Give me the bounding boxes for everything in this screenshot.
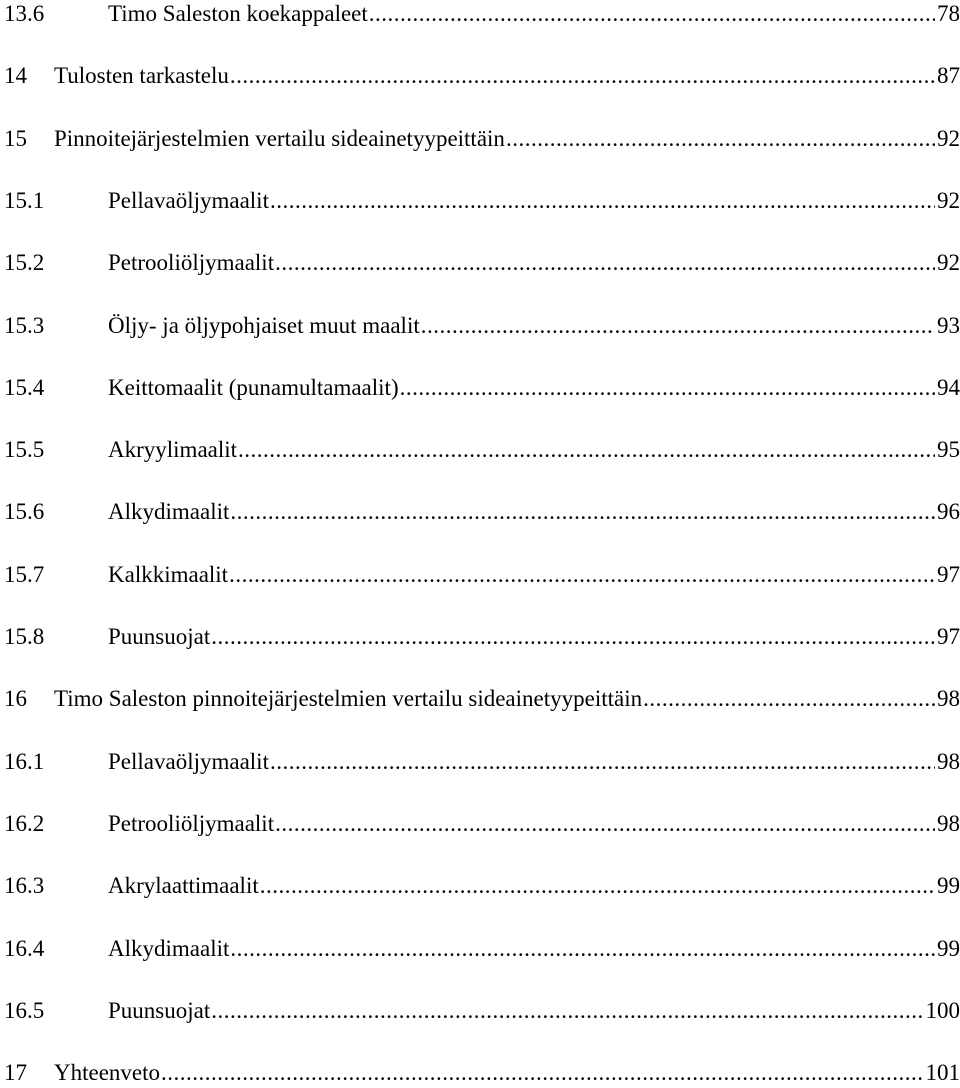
toc-entry-page-number: 99 <box>935 934 960 964</box>
toc-entry[interactable] <box>4 124 960 154</box>
toc-entry-line <box>108 871 960 901</box>
toc-entry-number: 16.1 <box>4 747 44 777</box>
dot-leader <box>421 311 935 341</box>
dot-leader <box>275 248 935 278</box>
toc-entry-line <box>54 1058 960 1088</box>
toc-entry-page-number: 98 <box>935 684 960 714</box>
toc-entry-line <box>54 124 960 154</box>
toc-entry[interactable] <box>4 497 960 527</box>
toc-entry-line <box>108 622 960 652</box>
toc-entry-line <box>108 186 960 216</box>
toc-entry-page-number: 101 <box>924 1058 960 1088</box>
dot-leader <box>369 0 935 29</box>
toc-entry-title: Yhteenveto <box>54 1058 161 1088</box>
toc-entry-number: 15.3 <box>4 311 44 341</box>
toc-entry-line <box>108 373 960 403</box>
toc-entry-number: 15.1 <box>4 186 44 216</box>
dot-leader <box>400 373 935 403</box>
toc-entry-title: Alkydimaalit <box>108 934 230 964</box>
toc-entry-page-number: 93 <box>935 311 960 341</box>
toc-entry-title: Tulosten tarkastelu <box>54 61 230 91</box>
toc-entry-number: 13.6 <box>4 0 44 29</box>
toc-entry-line <box>54 61 960 91</box>
dot-leader <box>230 61 935 91</box>
toc-entry-page-number: 97 <box>935 622 960 652</box>
toc-entry[interactable] <box>4 809 960 839</box>
toc-entry-title: Öljy- ja öljypohjaiset muut maalit <box>108 311 421 341</box>
toc-entry-number: 15.8 <box>4 622 44 652</box>
toc-entry-title: Petrooliöljymaalit <box>108 248 275 278</box>
toc-entry-page-number: 98 <box>935 747 960 777</box>
toc-entry[interactable] <box>4 186 960 216</box>
toc-entry-page-number: 97 <box>935 560 960 590</box>
toc-entry-title: Pellavaöljymaalit <box>108 186 270 216</box>
toc-entry[interactable] <box>4 871 960 901</box>
toc-entry-number: 15.6 <box>4 497 44 527</box>
toc-entry[interactable] <box>4 311 960 341</box>
toc-entry-line <box>108 996 960 1026</box>
toc-entry-title: Pinnoitejärjestelmien vertailu sideainetyypeittäin <box>54 124 506 154</box>
toc-entry[interactable] <box>4 0 960 29</box>
toc-entry[interactable] <box>4 684 960 714</box>
toc-entry[interactable] <box>4 61 960 91</box>
toc-entry-line <box>108 934 960 964</box>
dot-leader <box>506 124 935 154</box>
toc-entry-title: Puunsuojat <box>108 996 211 1026</box>
dot-leader <box>211 622 935 652</box>
toc-entry-line <box>108 435 960 465</box>
toc-entry-title: Timo Saleston koekappaleet <box>108 0 369 29</box>
toc-entry[interactable] <box>4 1058 960 1088</box>
toc-entry-number: 16 <box>4 684 27 714</box>
toc-entry[interactable] <box>4 622 960 652</box>
toc-entry-title: Petrooliöljymaalit <box>108 809 275 839</box>
dot-leader <box>260 871 935 901</box>
toc-entry-page-number: 92 <box>935 124 960 154</box>
toc-entry[interactable] <box>4 996 960 1026</box>
toc-entry[interactable] <box>4 934 960 964</box>
toc-entry-number: 17 <box>4 1058 27 1088</box>
toc-entry-line <box>108 0 960 29</box>
toc-entry-title: Akryylimaalit <box>108 435 238 465</box>
toc-entry[interactable] <box>4 435 960 465</box>
dot-leader <box>643 684 935 714</box>
toc-entry-number: 16.2 <box>4 809 44 839</box>
toc-entry-page-number: 98 <box>935 809 960 839</box>
toc-entry-line <box>108 809 960 839</box>
toc-entry-page-number: 92 <box>935 186 960 216</box>
dot-leader <box>229 560 935 590</box>
dot-leader <box>270 747 935 777</box>
toc-entry-number: 14 <box>4 61 27 91</box>
toc-entry-number: 15 <box>4 124 27 154</box>
toc-entry[interactable] <box>4 248 960 278</box>
toc-entry-page-number: 96 <box>935 497 960 527</box>
toc-entry[interactable] <box>4 747 960 777</box>
dot-leader <box>238 435 935 465</box>
toc-entry-number: 16.5 <box>4 996 44 1026</box>
toc-entry[interactable] <box>4 560 960 590</box>
toc-entry-line <box>108 560 960 590</box>
dot-leader <box>230 934 935 964</box>
toc-entry-line <box>108 311 960 341</box>
toc-entry-title: Kalkkimaalit <box>108 560 229 590</box>
toc-entry-page-number: 92 <box>935 248 960 278</box>
dot-leader <box>270 186 935 216</box>
toc-entry-number: 15.7 <box>4 560 44 590</box>
toc-entry-page-number: 100 <box>924 996 960 1026</box>
dot-leader <box>230 497 935 527</box>
toc-entry-number: 15.2 <box>4 248 44 278</box>
toc-entry-title: Pellavaöljymaalit <box>108 747 270 777</box>
toc-entry-number: 16.4 <box>4 934 44 964</box>
toc-entry-line <box>54 684 960 714</box>
toc-entry-page-number: 78 <box>935 0 960 29</box>
toc-entry-title: Keittomaalit (punamultamaalit) <box>108 373 400 403</box>
toc-entry-line <box>108 248 960 278</box>
toc-entry-page-number: 99 <box>935 871 960 901</box>
toc-entry-page-number: 87 <box>935 61 960 91</box>
dot-leader <box>161 1058 923 1088</box>
toc-entry-number: 15.4 <box>4 373 44 403</box>
toc-entry[interactable] <box>4 373 960 403</box>
toc-entry-title: Puunsuojat <box>108 622 211 652</box>
toc-entry-number: 16.3 <box>4 871 44 901</box>
toc-entry-title: Akrylaattimaalit <box>108 871 260 901</box>
toc-entry-title: Alkydimaalit <box>108 497 230 527</box>
dot-leader <box>211 996 923 1026</box>
toc-entry-title: Timo Saleston pinnoitejärjestelmien vertailu sideainetyypeittäin <box>54 684 643 714</box>
toc-entry-page-number: 95 <box>935 435 960 465</box>
dot-leader <box>275 809 935 839</box>
toc-entry-line <box>108 747 960 777</box>
toc-entry-number: 15.5 <box>4 435 44 465</box>
toc-entry-line <box>108 497 960 527</box>
toc-entry-page-number: 94 <box>935 373 960 403</box>
